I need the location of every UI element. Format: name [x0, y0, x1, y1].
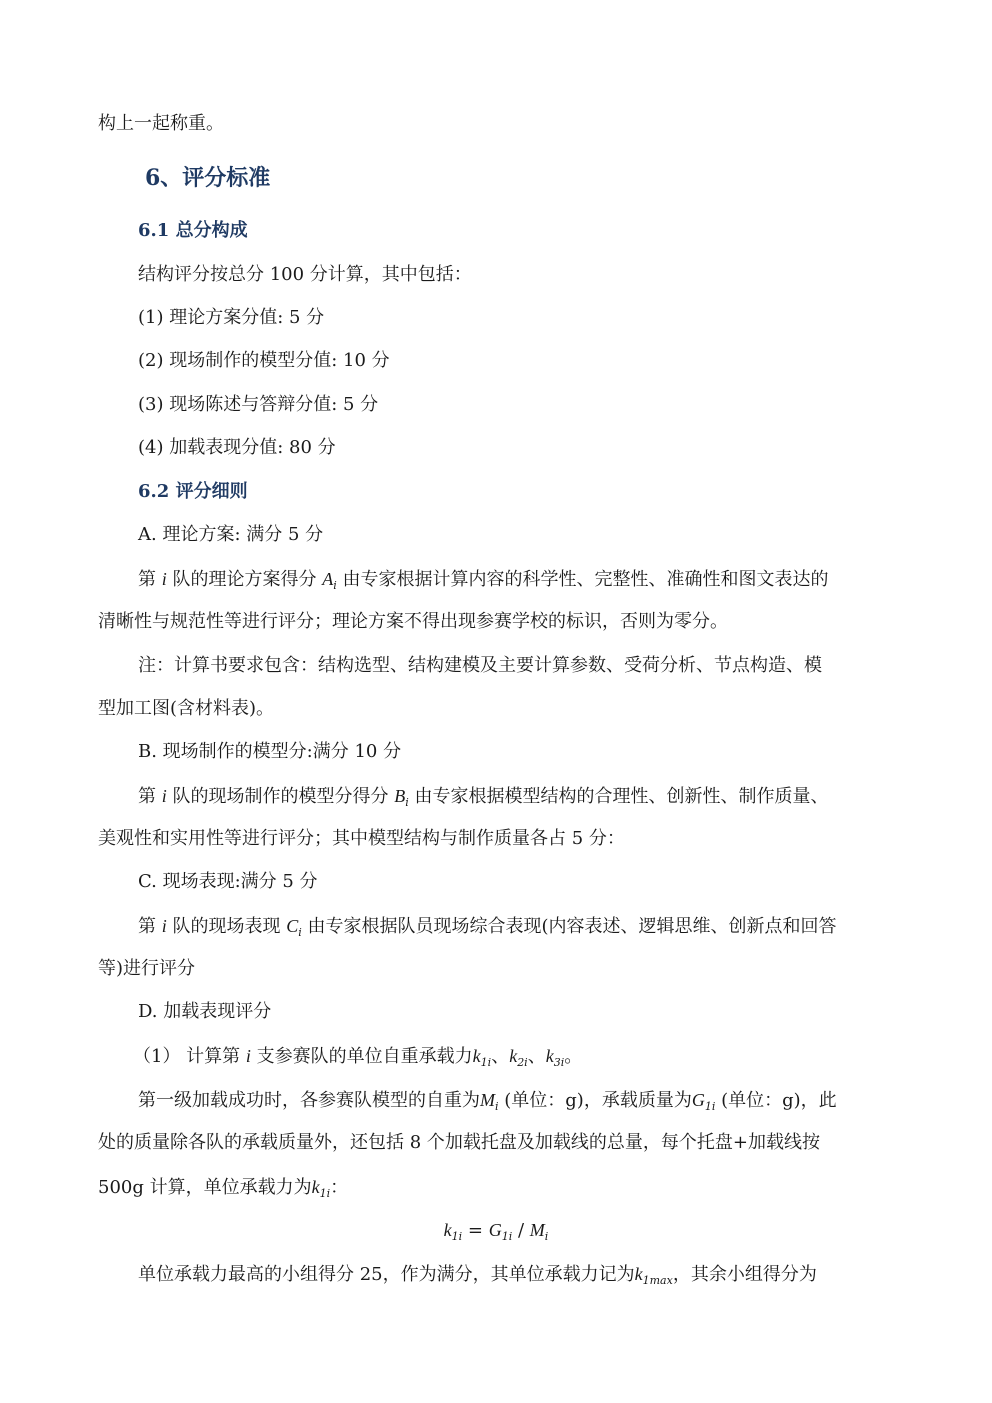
text-line: 构上一起称重。 [98, 113, 224, 134]
list-item: (1) 理论方案分值: 5 分 [138, 307, 325, 328]
note-line: 型加工图(含材料表)。 [98, 698, 275, 719]
formula: $k_{1i} = G_{1i} / M_i$ [443, 1220, 549, 1243]
text-line: A. 理论方案: 满分 5 分 [138, 524, 324, 545]
section-heading: 6、评分标准 [145, 165, 271, 191]
paragraph-line: 第 i 队的理论方案得分 $A_i$ 由专家根据计算内容的科学性、完整性、准确性和图文表达的 [138, 569, 829, 592]
paragraph-line: 第 i 队的现场制作的模型分得分 $B_i$ 由专家根据模型结构的合理性、创新性、制作质量、 [138, 786, 829, 809]
paragraph-line: 等)进行评分 [98, 958, 196, 979]
list-item: (4) 加载表现分值: 80 分 [138, 437, 336, 458]
paragraph-line: 清晰性与规范性等进行评分；理论方案不得出现参赛学校的标识，否则为零分。 [98, 611, 728, 632]
note-line: 注：计算书要求包含：结构选型、结构建模及主要计算参数、受荷分析、节点构造、模 [138, 655, 822, 676]
paragraph-line: 第一级加载成功时，各参赛队模型的自重为$M_i$ (单位：g)，承载质量为$G_{1i}$ (单位：g)，此 [138, 1090, 837, 1113]
text-line: 结构评分按总分 100 分计算，其中包括： [138, 264, 472, 285]
list-item: (2) 现场制作的模型分值: 10 分 [138, 350, 390, 371]
paragraph-line: （1） 计算第 i 支参赛队的单位自重承载力$k_{1i}$、$k_{2i}$、$k_{3i}$。 [133, 1046, 583, 1069]
paragraph-line: 单位承载力最高的小组得分 25，作为满分，其单位承载力记为$k_{1max}$，其余小组得分为 [138, 1264, 817, 1287]
list-item: (3) 现场陈述与答辩分值: 5 分 [138, 394, 379, 415]
paragraph-line: 500g 计算，单位承载力为$k_{1i}$： [98, 1177, 349, 1200]
paragraph-line: 处的质量除各队的承载质量外，还包括 8 个加载托盘及加载线的总量，每个托盘+加载线按 [98, 1132, 820, 1153]
paragraph-line: 第 i 队的现场表现 $C_i$ 由专家根据队员现场综合表现(内容表述、逻辑思维、创新点和回答 [138, 916, 837, 939]
text-line: C. 现场表现:满分 5 分 [138, 871, 318, 892]
text-line: B. 现场制作的模型分:满分 10 分 [138, 741, 402, 762]
text-line: D. 加载表现评分 [138, 1001, 272, 1022]
subsection-heading: 6.1 总分构成 [138, 220, 248, 241]
paragraph-line: 美观性和实用性等进行评分；其中模型结构与制作质量各占 5 分： [98, 828, 625, 849]
subsection-heading: 6.2 评分细则 [138, 481, 248, 502]
